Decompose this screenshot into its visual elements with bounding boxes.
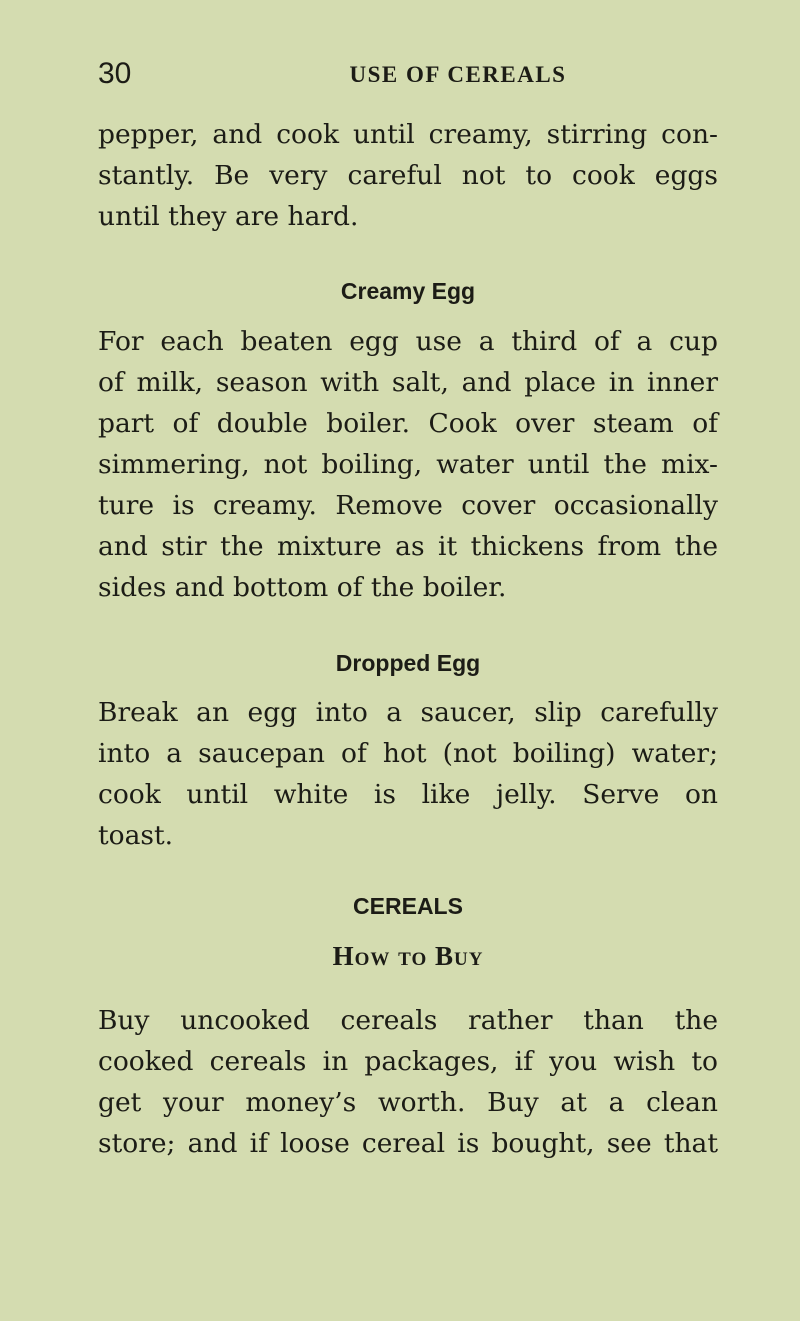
text-line: until they are hard. [98,201,359,232]
text-line: store; and if loose cereal is bought, see that [98,1128,718,1159]
text-line: cook until white is like jelly. Serve on [98,779,718,810]
running-head [98,56,718,96]
continuation-paragraph [98,114,718,237]
text-line: simmering, not boiling, water until the mix- [98,449,718,480]
text-line: pepper, and cook until creamy, stirring con- [98,119,718,150]
text-line: part of double boiler. Cook over steam of [98,408,718,439]
text-line: Break an egg into a saucer, slip carefully [98,697,718,728]
creamy-egg-paragraph [98,321,718,608]
text-line: Buy uncooked cereals rather than the [98,1005,718,1036]
text-line: and stir the mixture as it thickens from the [98,531,718,562]
text-line: get your money’s worth. Buy at a clean [98,1087,718,1118]
dropped-egg-paragraph [98,692,718,856]
text-line: stantly. Be very careful not to cook eggs [98,160,718,191]
page-number: 30 [98,57,132,90]
text-line: ture is creamy. Remove cover occasionally [98,490,718,521]
section-heading-cereals: CEREALS [353,893,463,919]
text-line: toast. [98,820,174,851]
section-heading-creamy-egg: Creamy Egg [340,278,476,304]
text-line: cooked cereals in packages, if you wish to [98,1046,718,1077]
running-title: USE OF CEREALS [349,62,567,87]
text-line: of milk, season with salt, and place in inner [98,367,718,398]
text-line: sides and bottom of the boiler. [98,572,507,603]
section-subheading-how-to-buy: How to Buy [332,941,484,971]
section-heading-dropped-egg: Dropped Egg [335,650,481,676]
text-line: into a saucepan of hot (not boiling) water; [98,738,718,769]
how-to-buy-paragraph [98,1000,718,1164]
text-line: For each beaten egg use a third of a cup [98,326,718,357]
